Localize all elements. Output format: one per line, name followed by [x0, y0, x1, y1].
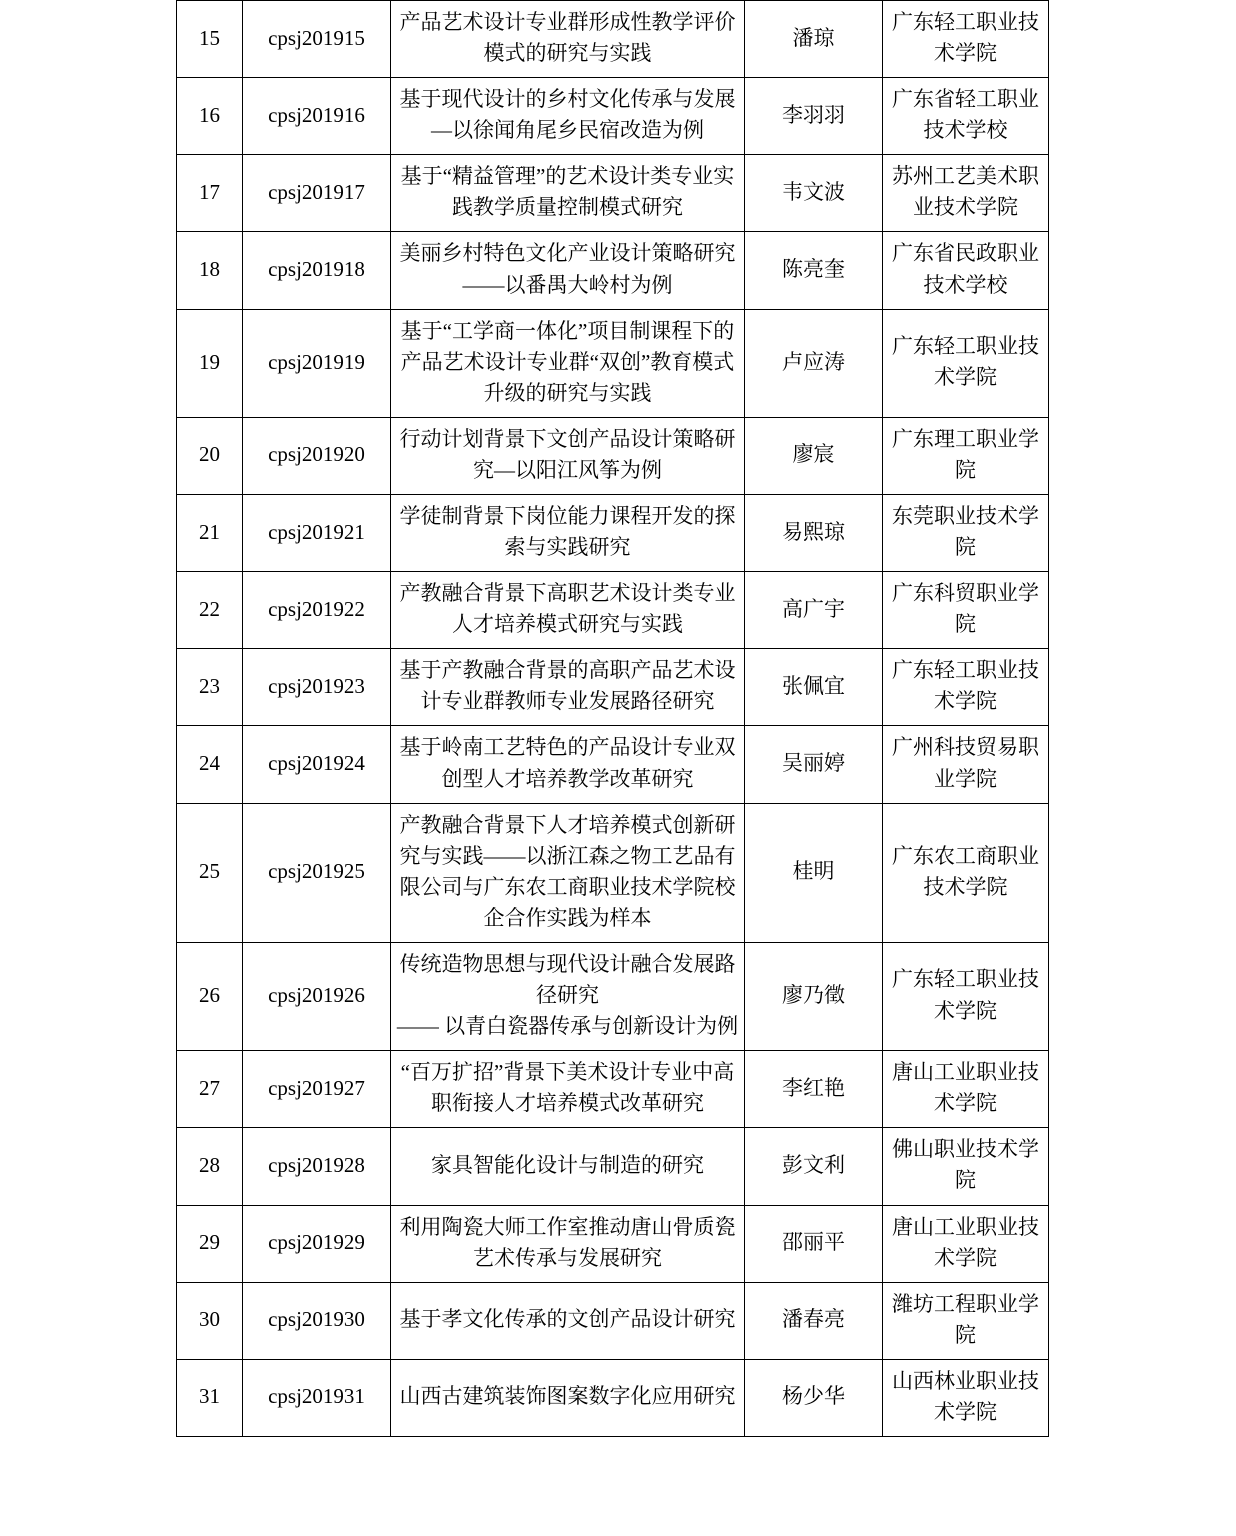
cell-project-title: 学徒制背景下岗位能力课程开发的探索与实践研究: [391, 495, 745, 572]
table-row: [177, 726, 1049, 803]
cell-leader-name: 易熙琼: [745, 495, 883, 572]
table-row: [177, 495, 1049, 572]
cell-project-code: cpsj201918: [243, 232, 391, 309]
cell-leader-name: 杨少华: [745, 1359, 883, 1436]
cell-project-title: 山西古建筑装饰图案数字化应用研究: [391, 1359, 745, 1436]
cell-leader-name: 卢应涛: [745, 309, 883, 417]
cell-project-code: cpsj201922: [243, 572, 391, 649]
cell-project-title: 家具智能化设计与制造的研究: [391, 1128, 745, 1205]
cell-index: 28: [177, 1128, 243, 1205]
cell-institution: 广东轻工职业技术学院: [883, 942, 1049, 1050]
cell-institution: 唐山工业职业技术学院: [883, 1205, 1049, 1282]
cell-leader-name: 潘春亮: [745, 1282, 883, 1359]
cell-index: 22: [177, 572, 243, 649]
cell-project-code: cpsj201920: [243, 417, 391, 494]
table-row: [177, 1051, 1049, 1128]
cell-leader-name: 吴丽婷: [745, 726, 883, 803]
table-row: [177, 649, 1049, 726]
cell-institution: 广东理工职业学院: [883, 417, 1049, 494]
cell-leader-name: 邵丽平: [745, 1205, 883, 1282]
cell-institution: 广州科技贸易职业学院: [883, 726, 1049, 803]
cell-index: 27: [177, 1051, 243, 1128]
cell-leader-name: 廖宸: [745, 417, 883, 494]
table-row: [177, 942, 1049, 1050]
table-row: [177, 1359, 1049, 1436]
cell-project-title: 基于“精益管理”的艺术设计类专业实践教学质量控制模式研究: [391, 155, 745, 232]
title-line: —— 以青白瓷器传承与创新设计为例: [396, 1014, 739, 1039]
cell-leader-name: 陈亮奎: [745, 232, 883, 309]
cell-project-title: [391, 942, 745, 1050]
cell-leader-name: 廖乃徵: [745, 942, 883, 1050]
cell-project-title: 基于产教融合背景的高职产品艺术设计专业群教师专业发展路径研究: [391, 649, 745, 726]
cell-institution: 佛山职业技术学院: [883, 1128, 1049, 1205]
table-row: [177, 1282, 1049, 1359]
cell-index: 15: [177, 1, 243, 78]
cell-index: 30: [177, 1282, 243, 1359]
cell-project-code: cpsj201919: [243, 309, 391, 417]
table-row: [177, 232, 1049, 309]
cell-project-title: 基于“工学商一体化”项目制课程下的产品艺术设计专业群“双创”教育模式升级的研究与实践: [391, 309, 745, 417]
table-row: [177, 417, 1049, 494]
cell-project-title: “百万扩招”背景下美术设计专业中高职衔接人才培养模式改革研究: [391, 1051, 745, 1128]
cell-index: 25: [177, 803, 243, 942]
table-row: [177, 309, 1049, 417]
cell-project-title: 产品艺术设计专业群形成性教学评价模式的研究与实践: [391, 1, 745, 78]
cell-project-code: cpsj201916: [243, 78, 391, 155]
table-row: [177, 1205, 1049, 1282]
cell-project-title: 基于岭南工艺特色的产品设计专业双创型人才培养教学改革研究: [391, 726, 745, 803]
cell-project-code: cpsj201917: [243, 155, 391, 232]
table-body: [177, 1, 1049, 1437]
cell-institution: 广东省轻工职业技术学校: [883, 78, 1049, 155]
table-row: [177, 78, 1049, 155]
cell-project-title: 行动计划背景下文创产品设计策略研究—以阳江风筝为例: [391, 417, 745, 494]
cell-institution: 山西林业职业技术学院: [883, 1359, 1049, 1436]
cell-index: 19: [177, 309, 243, 417]
table-row: [177, 155, 1049, 232]
cell-project-title: 美丽乡村特色文化产业设计策略研究——以番禺大岭村为例: [391, 232, 745, 309]
cell-project-code: cpsj201923: [243, 649, 391, 726]
cell-leader-name: 高广宇: [745, 572, 883, 649]
cell-project-code: cpsj201930: [243, 1282, 391, 1359]
cell-index: 26: [177, 942, 243, 1050]
cell-project-code: cpsj201915: [243, 1, 391, 78]
cell-institution: 广东轻工职业技术学院: [883, 1, 1049, 78]
cell-leader-name: 李红艳: [745, 1051, 883, 1128]
cell-project-code: cpsj201925: [243, 803, 391, 942]
table-row: [177, 1128, 1049, 1205]
cell-leader-name: 潘琼: [745, 1, 883, 78]
cell-project-code: cpsj201924: [243, 726, 391, 803]
cell-institution: 广东农工商职业技术学院: [883, 803, 1049, 942]
cell-leader-name: 桂明: [745, 803, 883, 942]
cell-project-title: 利用陶瓷大师工作室推动唐山骨质瓷艺术传承与发展研究: [391, 1205, 745, 1282]
cell-institution: 广东省民政职业技术学校: [883, 232, 1049, 309]
cell-index: 21: [177, 495, 243, 572]
cell-index: 18: [177, 232, 243, 309]
title-line: 传统造物思想与现代设计融合发展路径研究: [399, 951, 736, 1008]
cell-institution: 广东科贸职业学院: [883, 572, 1049, 649]
cell-index: 29: [177, 1205, 243, 1282]
cell-leader-name: 李羽羽: [745, 78, 883, 155]
cell-index: 23: [177, 649, 243, 726]
cell-institution: 广东轻工职业技术学院: [883, 309, 1049, 417]
cell-project-code: cpsj201929: [243, 1205, 391, 1282]
table-row: [177, 1, 1049, 78]
cell-institution: 潍坊工程职业学院: [883, 1282, 1049, 1359]
cell-project-code: cpsj201921: [243, 495, 391, 572]
cell-institution: 唐山工业职业技术学院: [883, 1051, 1049, 1128]
cell-project-code: cpsj201928: [243, 1128, 391, 1205]
cell-index: 24: [177, 726, 243, 803]
cell-institution: 东莞职业技术学院: [883, 495, 1049, 572]
table-row: [177, 572, 1049, 649]
cell-leader-name: 韦文波: [745, 155, 883, 232]
cell-project-title: 基于现代设计的乡村文化传承与发展—以徐闻角尾乡民宿改造为例: [391, 78, 745, 155]
cell-institution: 苏州工艺美术职业技术学院: [883, 155, 1049, 232]
cell-project-title: 产教融合背景下高职艺术设计类专业人才培养模式研究与实践: [391, 572, 745, 649]
cell-project-title: 产教融合背景下人才培养模式创新研究与实践——以浙江森之物工艺品有限公司与广东农工商职业技术学院校企合作实践为样本: [391, 803, 745, 942]
cell-project-title: 基于孝文化传承的文创产品设计研究: [391, 1282, 745, 1359]
cell-leader-name: 张佩宜: [745, 649, 883, 726]
cell-index: 31: [177, 1359, 243, 1436]
project-list-table: [176, 0, 1049, 1437]
cell-index: 16: [177, 78, 243, 155]
cell-index: 17: [177, 155, 243, 232]
cell-project-code: cpsj201931: [243, 1359, 391, 1436]
cell-project-code: cpsj201927: [243, 1051, 391, 1128]
cell-project-code: cpsj201926: [243, 942, 391, 1050]
cell-leader-name: 彭文利: [745, 1128, 883, 1205]
table-row: [177, 803, 1049, 942]
cell-institution: 广东轻工职业技术学院: [883, 649, 1049, 726]
cell-index: 20: [177, 417, 243, 494]
